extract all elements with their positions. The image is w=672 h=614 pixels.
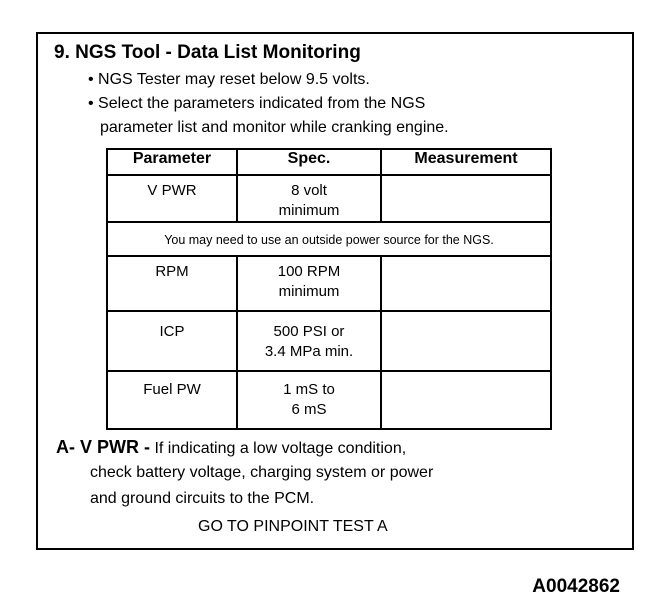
spec-line: 500 PSI or	[273, 323, 345, 340]
power-source-note: You may need to use an outside power source for the NGS.	[107, 222, 551, 256]
table-row	[107, 371, 551, 429]
cell-parameter: V PWR	[107, 175, 237, 222]
spec-line: minimum	[278, 202, 340, 219]
cell-parameter: Fuel PW	[107, 371, 237, 429]
footer-line-3: and ground circuits to the PCM.	[90, 490, 315, 507]
cell-parameter: RPM	[107, 256, 237, 311]
cell-measurement	[381, 256, 551, 311]
table-note-row	[107, 222, 551, 256]
header-measurement: Measurement	[381, 149, 551, 175]
bullet-select-parameters-cont: parameter list and monitor while cranking engine.	[100, 119, 449, 136]
header-parameter: Parameter	[107, 149, 237, 175]
spec-line: 1 mS to	[283, 381, 335, 398]
cell-spec	[237, 256, 381, 311]
table-row	[107, 175, 551, 222]
footer-label: A- V PWR -	[56, 437, 150, 457]
table-row	[107, 256, 551, 311]
cell-parameter: ICP	[107, 311, 237, 371]
figure-id: A0042862	[532, 576, 620, 597]
table-row	[107, 311, 551, 371]
spec-line: 8 volt	[291, 182, 327, 199]
cell-spec	[237, 175, 381, 222]
cell-spec	[237, 371, 381, 429]
bullet-tester-reset: • NGS Tester may reset below 9.5 volts.	[88, 71, 370, 88]
bullet-select-parameters: • Select the parameters indicated from the NGS	[88, 95, 426, 112]
spec-line: 3.4 MPa min.	[264, 343, 354, 360]
spec-line: minimum	[278, 283, 340, 300]
parameter-table	[106, 148, 552, 430]
footer-line-2: check battery voltage, charging system or power	[90, 464, 434, 481]
cell-spec	[237, 311, 381, 371]
spec-line: 6 mS	[291, 401, 327, 418]
goto-pinpoint-test: GO TO PINPOINT TEST A	[198, 518, 388, 535]
footer-line-1: If indicating a low voltage condition,	[154, 440, 407, 457]
step-heading: 9. NGS Tool - Data List Monitoring	[54, 42, 361, 63]
cell-measurement	[381, 371, 551, 429]
table-header-row	[107, 149, 551, 175]
cell-measurement	[381, 311, 551, 371]
spec-line: 100 RPM	[277, 263, 341, 280]
footer-instruction	[56, 437, 406, 458]
cell-measurement	[381, 175, 551, 222]
procedure-box	[36, 32, 634, 550]
header-spec: Spec.	[237, 149, 381, 175]
